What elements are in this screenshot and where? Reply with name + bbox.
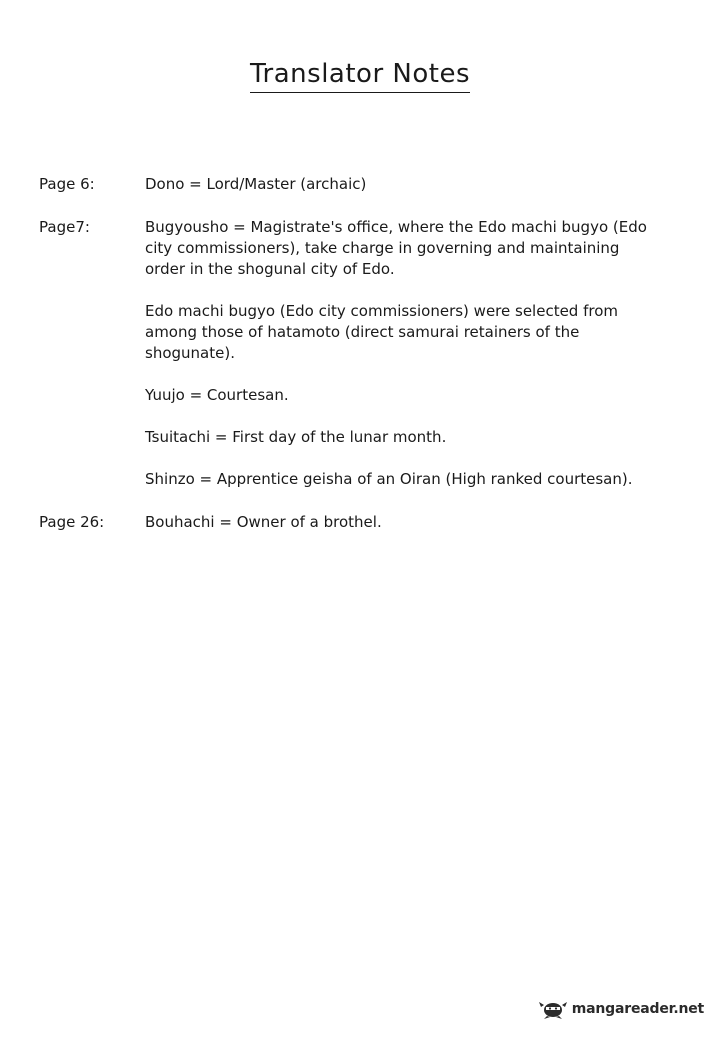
watermark xyxy=(538,999,704,1019)
page-title-text: Translator Notes xyxy=(250,58,470,93)
page-label: Page 6: xyxy=(39,175,95,193)
page-label: Page 26: xyxy=(39,513,105,531)
translator-notes-list xyxy=(39,174,649,555)
watermark-text: mangareader.net xyxy=(571,1001,704,1017)
note-entry-page-6 xyxy=(39,174,649,195)
page-label: Page7: xyxy=(39,218,90,236)
definition: Dono = Lord/Master (archaic) xyxy=(145,175,367,193)
page-title xyxy=(0,58,720,93)
ninja-mascot-icon xyxy=(538,999,568,1019)
definition: Edo machi bugyo (Edo city commissioners) were selected from among those of hatamoto (direct samurai retainers of the shogunate). xyxy=(145,302,618,362)
definition: Yuujo = Courtesan. xyxy=(145,386,289,404)
definition: Tsuitachi = First day of the lunar month. xyxy=(145,428,447,446)
definitions xyxy=(145,217,649,490)
definition: Shinzo = Apprentice geisha of an Oiran (High ranked courtesan). xyxy=(145,470,633,488)
definition: Bugyousho = Magistrate's office, where the Edo machi bugyo (Edo city commissioners), take charge in governing and maintaining order in the shogunal city of Edo. xyxy=(145,218,647,278)
definitions xyxy=(145,174,649,195)
definitions xyxy=(145,512,649,533)
note-entry-page-7 xyxy=(39,217,649,490)
note-entry-page-26 xyxy=(39,512,649,533)
definition: Bouhachi = Owner of a brothel. xyxy=(145,513,382,531)
